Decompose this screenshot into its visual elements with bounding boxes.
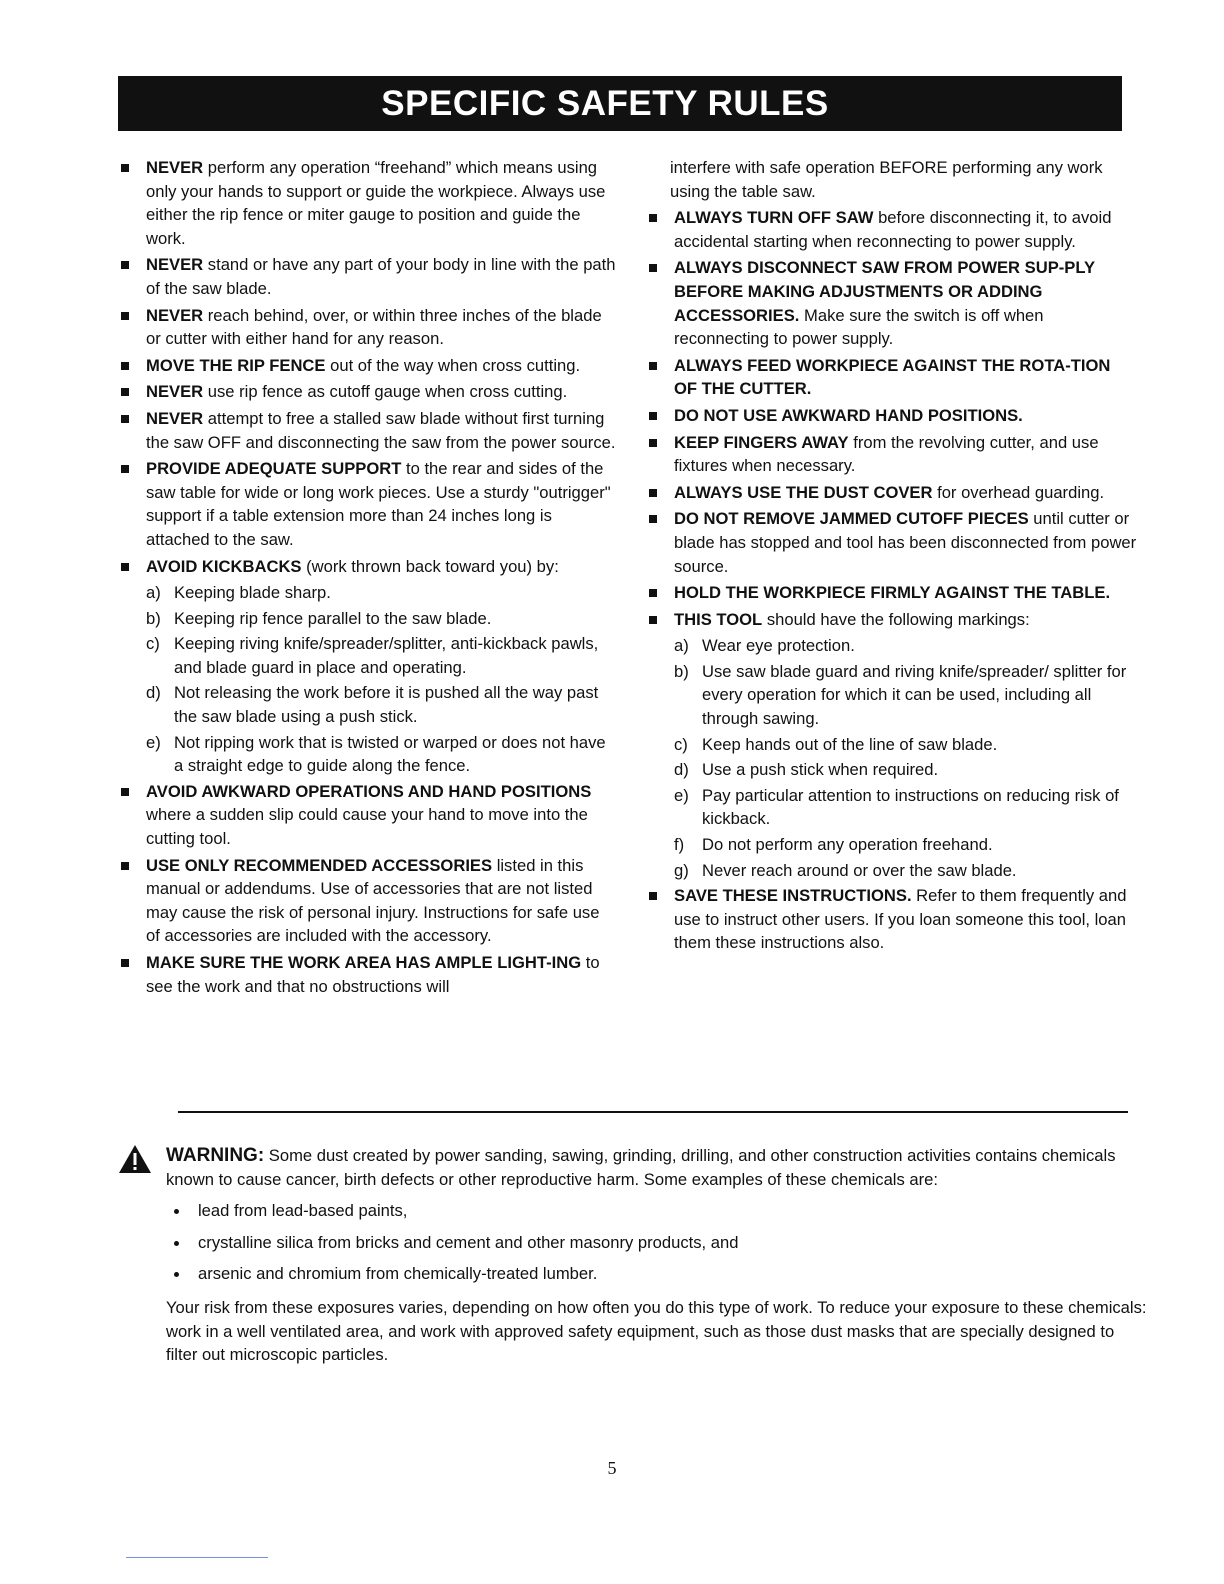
square-bullet-icon [121,465,129,473]
safety-rule [118,156,616,250]
warning-bullet-text: crystalline silica from bricks and cement and other masonry products, and [198,1232,739,1252]
sub-item-text: Use a push stick when required. [702,760,939,780]
rule-emphasis: ALWAYS DISCONNECT SAW FROM POWER SUP-PLY BEFORE MAKING ADJUSTMENTS OR ADDING ACCESSORIES. [674,258,1095,325]
rule-emphasis: MAKE SURE THE WORK AREA HAS AMPLE LIGHT-ING [146,953,582,972]
square-bullet-icon [121,862,129,870]
rule-emphasis: KEEP FINGERS AWAY [674,432,849,452]
safety-rule [646,206,1138,253]
left-column [118,156,616,1001]
sub-list-item [118,607,616,631]
rule-emphasis: NEVER [146,305,204,325]
warning-bullet-text: lead from lead-based paints, [198,1201,408,1221]
safety-rule [646,256,1138,350]
sub-item-text: Keeping blade sharp. [174,583,331,603]
safety-rule [118,457,616,551]
safety-rule [118,854,616,948]
rule-text: from the revolving cutter, and use fixtures when necessary. [674,432,1099,476]
bullet-dot-icon [174,1209,179,1214]
square-bullet-icon [121,164,129,172]
sub-list-item [118,731,616,778]
bullet-dot-icon [174,1272,179,1277]
sub-list-item [646,660,1138,731]
rule-text: to the rear and sides of the saw table for wide or long work pieces. Use a sturdy "outrigger" support if a table extension more than 24 inches long is attached to the saw. [146,459,611,549]
rule-emphasis: ALWAYS USE THE DUST COVER [674,482,933,502]
sub-item-text: Keep hands out of the line of saw blade. [702,734,998,754]
rule-text: listed in this manual or addendums. Use of accessories that are not listed may cause the risk of personal injury. Instructions for safe use of accessories are included with the accessory. [146,855,600,946]
rule-emphasis: DO NOT REMOVE JAMMED CUTOFF PIECES [674,509,1029,529]
sub-list-item [646,833,1138,857]
rule-text: Refer to them frequently and use to instruct other users. If you loan someone this tool, loan them these instructions also. [674,886,1127,953]
square-bullet-icon [121,959,129,967]
rule-emphasis: USE ONLY RECOMMENDED ACCESSORIES [146,855,493,875]
rule-emphasis: MOVE THE RIP FENCE [146,355,326,375]
safety-rule [118,951,616,998]
safety-rule [118,354,616,378]
rule-text: stand or have any part of your body in line with the path of the saw blade. [146,255,616,298]
rule-text: attempt to free a stalled saw blade without first turning the saw OFF and disconnecting the saw from the power source. [146,408,616,452]
square-bullet-icon [649,892,657,900]
rule-emphasis: AVOID KICKBACKS [146,556,302,576]
square-bullet-icon [649,616,657,624]
safety-rule [118,253,616,300]
square-bullet-icon [121,388,129,396]
safety-rule [118,555,616,579]
warning-closing: Your risk from these exposures varies, depending on how often you do this type of work. To reduce your exposure to these chemicals: work in a well ventilated area, and work with approved safety equipment, such as those dust masks that are specially designed to filter out microscopic particles. [166,1297,1147,1365]
rule-text: out of the way when cross cutting. [325,355,581,375]
rule-text: before disconnecting it, to avoid accidental starting when reconnecting to power supply. [674,208,1112,251]
rule-emphasis: HOLD THE WORKPIECE FIRMLY AGAINST THE TABLE. [674,583,1111,603]
square-bullet-icon [649,412,657,420]
warning-triangle-icon [118,1144,152,1174]
square-bullet-icon [121,788,129,796]
safety-rule [646,354,1138,401]
rule-text: (work thrown back toward you) by: [301,556,559,576]
sub-list-item [646,758,1138,782]
square-bullet-icon [649,589,657,597]
sub-item-letter: b) [674,661,689,681]
safety-rule [646,156,1138,203]
warning-block [118,1144,1148,1367]
footer-line [126,1557,268,1558]
square-bullet-icon [649,489,657,497]
sub-item-text: Wear eye protection. [702,636,855,656]
sub-list-item [646,634,1138,658]
sub-item-letter: e) [146,732,161,752]
sub-item-text: Never reach around or over the saw blade. [702,860,1017,880]
sub-item-text: Keeping rip fence parallel to the saw blade. [174,608,492,628]
sub-item-text: Keeping riving knife/spreader/splitter, anti-kickback pawls, and blade guard in place and operating. [174,634,599,677]
rule-emphasis: NEVER [146,382,204,402]
rule-emphasis: PROVIDE ADEQUATE SUPPORT [146,459,402,479]
rule-text: to see the work and that no obstructions will [146,953,600,996]
square-bullet-icon [649,515,657,523]
square-bullet-icon [121,563,129,571]
sub-item-letter: c) [146,634,160,654]
warning-intro [118,1144,1148,1191]
rule-emphasis: DO NOT USE AWKWARD HAND POSITIONS. [674,405,1023,425]
warning-bullet [118,1199,1148,1223]
sub-item-letter: b) [146,608,161,628]
safety-rule [646,404,1138,428]
sub-item-text: Not ripping work that is twisted or warped or does not have a straight edge to guide along the fence. [174,732,606,776]
bullet-dot-icon [174,1241,179,1246]
sub-item-letter: c) [674,734,688,754]
sub-item-letter: d) [146,683,161,703]
rule-text: Make sure the switch is off when reconnecting to power supply. [674,305,1044,349]
safety-rule [646,581,1138,605]
rule-emphasis: ALWAYS FEED WORKPIECE AGAINST THE ROTA-TION OF THE CUTTER. [674,355,1111,399]
sub-item-letter: f) [674,835,685,855]
section-divider [178,1111,1128,1113]
square-bullet-icon [121,312,129,320]
rule-text: until cutter or blade has stopped and tool has been disconnected from power source. [674,509,1137,576]
rule-text: where a sudden slip could cause your hand to move into the cutting tool. [146,805,588,849]
warning-bullet [118,1262,1148,1286]
sub-item-letter: d) [674,760,689,780]
safety-rule [118,380,616,404]
safety-rule [646,884,1138,955]
square-bullet-icon [649,439,657,447]
square-bullet-icon [121,415,129,423]
safety-rule [118,407,616,454]
square-bullet-icon [121,362,129,370]
rule-emphasis: NEVER [146,158,204,177]
sub-list-item [118,581,616,605]
sub-list-item [118,632,616,679]
warning-label: WARNING: [166,1145,265,1166]
rule-emphasis: NEVER [146,408,204,428]
sub-list-item [646,733,1138,757]
sub-item-letter: a) [674,636,689,656]
rule-emphasis: AVOID AWKWARD OPERATIONS AND HAND POSITIONS [146,781,592,801]
right-column [646,156,1138,958]
square-bullet-icon [649,362,657,370]
rule-text: use rip fence as cutoff gauge when cross cutting. [203,382,568,402]
sub-item-letter: a) [146,583,161,603]
safety-rule [646,507,1138,578]
page-title: SPECIFIC SAFETY RULES [381,84,829,123]
square-bullet-icon [649,264,657,272]
square-bullet-icon [121,261,129,269]
safety-rule [118,780,616,851]
safety-rule [646,481,1138,505]
rule-text: should have the following markings: [762,609,1030,629]
warning-intro-text: Some dust created by power sanding, sawing, grinding, drilling, and other construction activities contains chemicals known to cause cancer, birth defects or other reproductive harm. Some examples of these chemicals are: [166,1146,1116,1189]
section-banner [118,76,1122,131]
sub-item-text: Do not perform any operation freehand. [702,835,993,855]
rule-text: reach behind, over, or within three inches of the blade or cutter with either hand for any reason. [146,305,602,349]
sub-item-text: Use saw blade guard and riving knife/spreader/ splitter for every operation for which it can be used, including all through sawing. [702,661,1127,729]
sub-item-text: Pay particular attention to instructions on reducing risk of kickback. [702,785,1119,829]
sub-item-letter: e) [674,785,689,805]
sub-item-letter: g) [674,860,689,880]
sub-list-item [118,681,616,728]
rule-text: for overhead guarding. [932,482,1105,502]
rule-text: interfere with safe operation BEFORE performing any work using the table saw. [670,158,1103,201]
rule-emphasis: SAVE THESE INSTRUCTIONS. [674,886,912,906]
sub-list-item [646,784,1138,831]
rule-emphasis: NEVER [146,255,204,275]
sub-list-item [646,859,1138,883]
rule-text: perform any operation “freehand” which means using only your hands to support or guide the workpiece. Always use either the rip fence or miter gauge to position and guide the work. [146,158,606,248]
safety-rule [118,304,616,351]
rule-emphasis: THIS TOOL [674,609,763,629]
safety-rule [646,431,1138,478]
rule-emphasis: ALWAYS TURN OFF SAW [674,208,874,228]
warning-bullet-text: arsenic and chromium from chemically-treated lumber. [198,1264,598,1284]
sub-item-text: Not releasing the work before it is pushed all the way past the saw blade using a push stick. [174,683,599,727]
warning-bullet [118,1231,1148,1255]
square-bullet-icon [649,214,657,222]
page-number: 5 [607,1458,617,1478]
safety-rule [646,608,1138,632]
